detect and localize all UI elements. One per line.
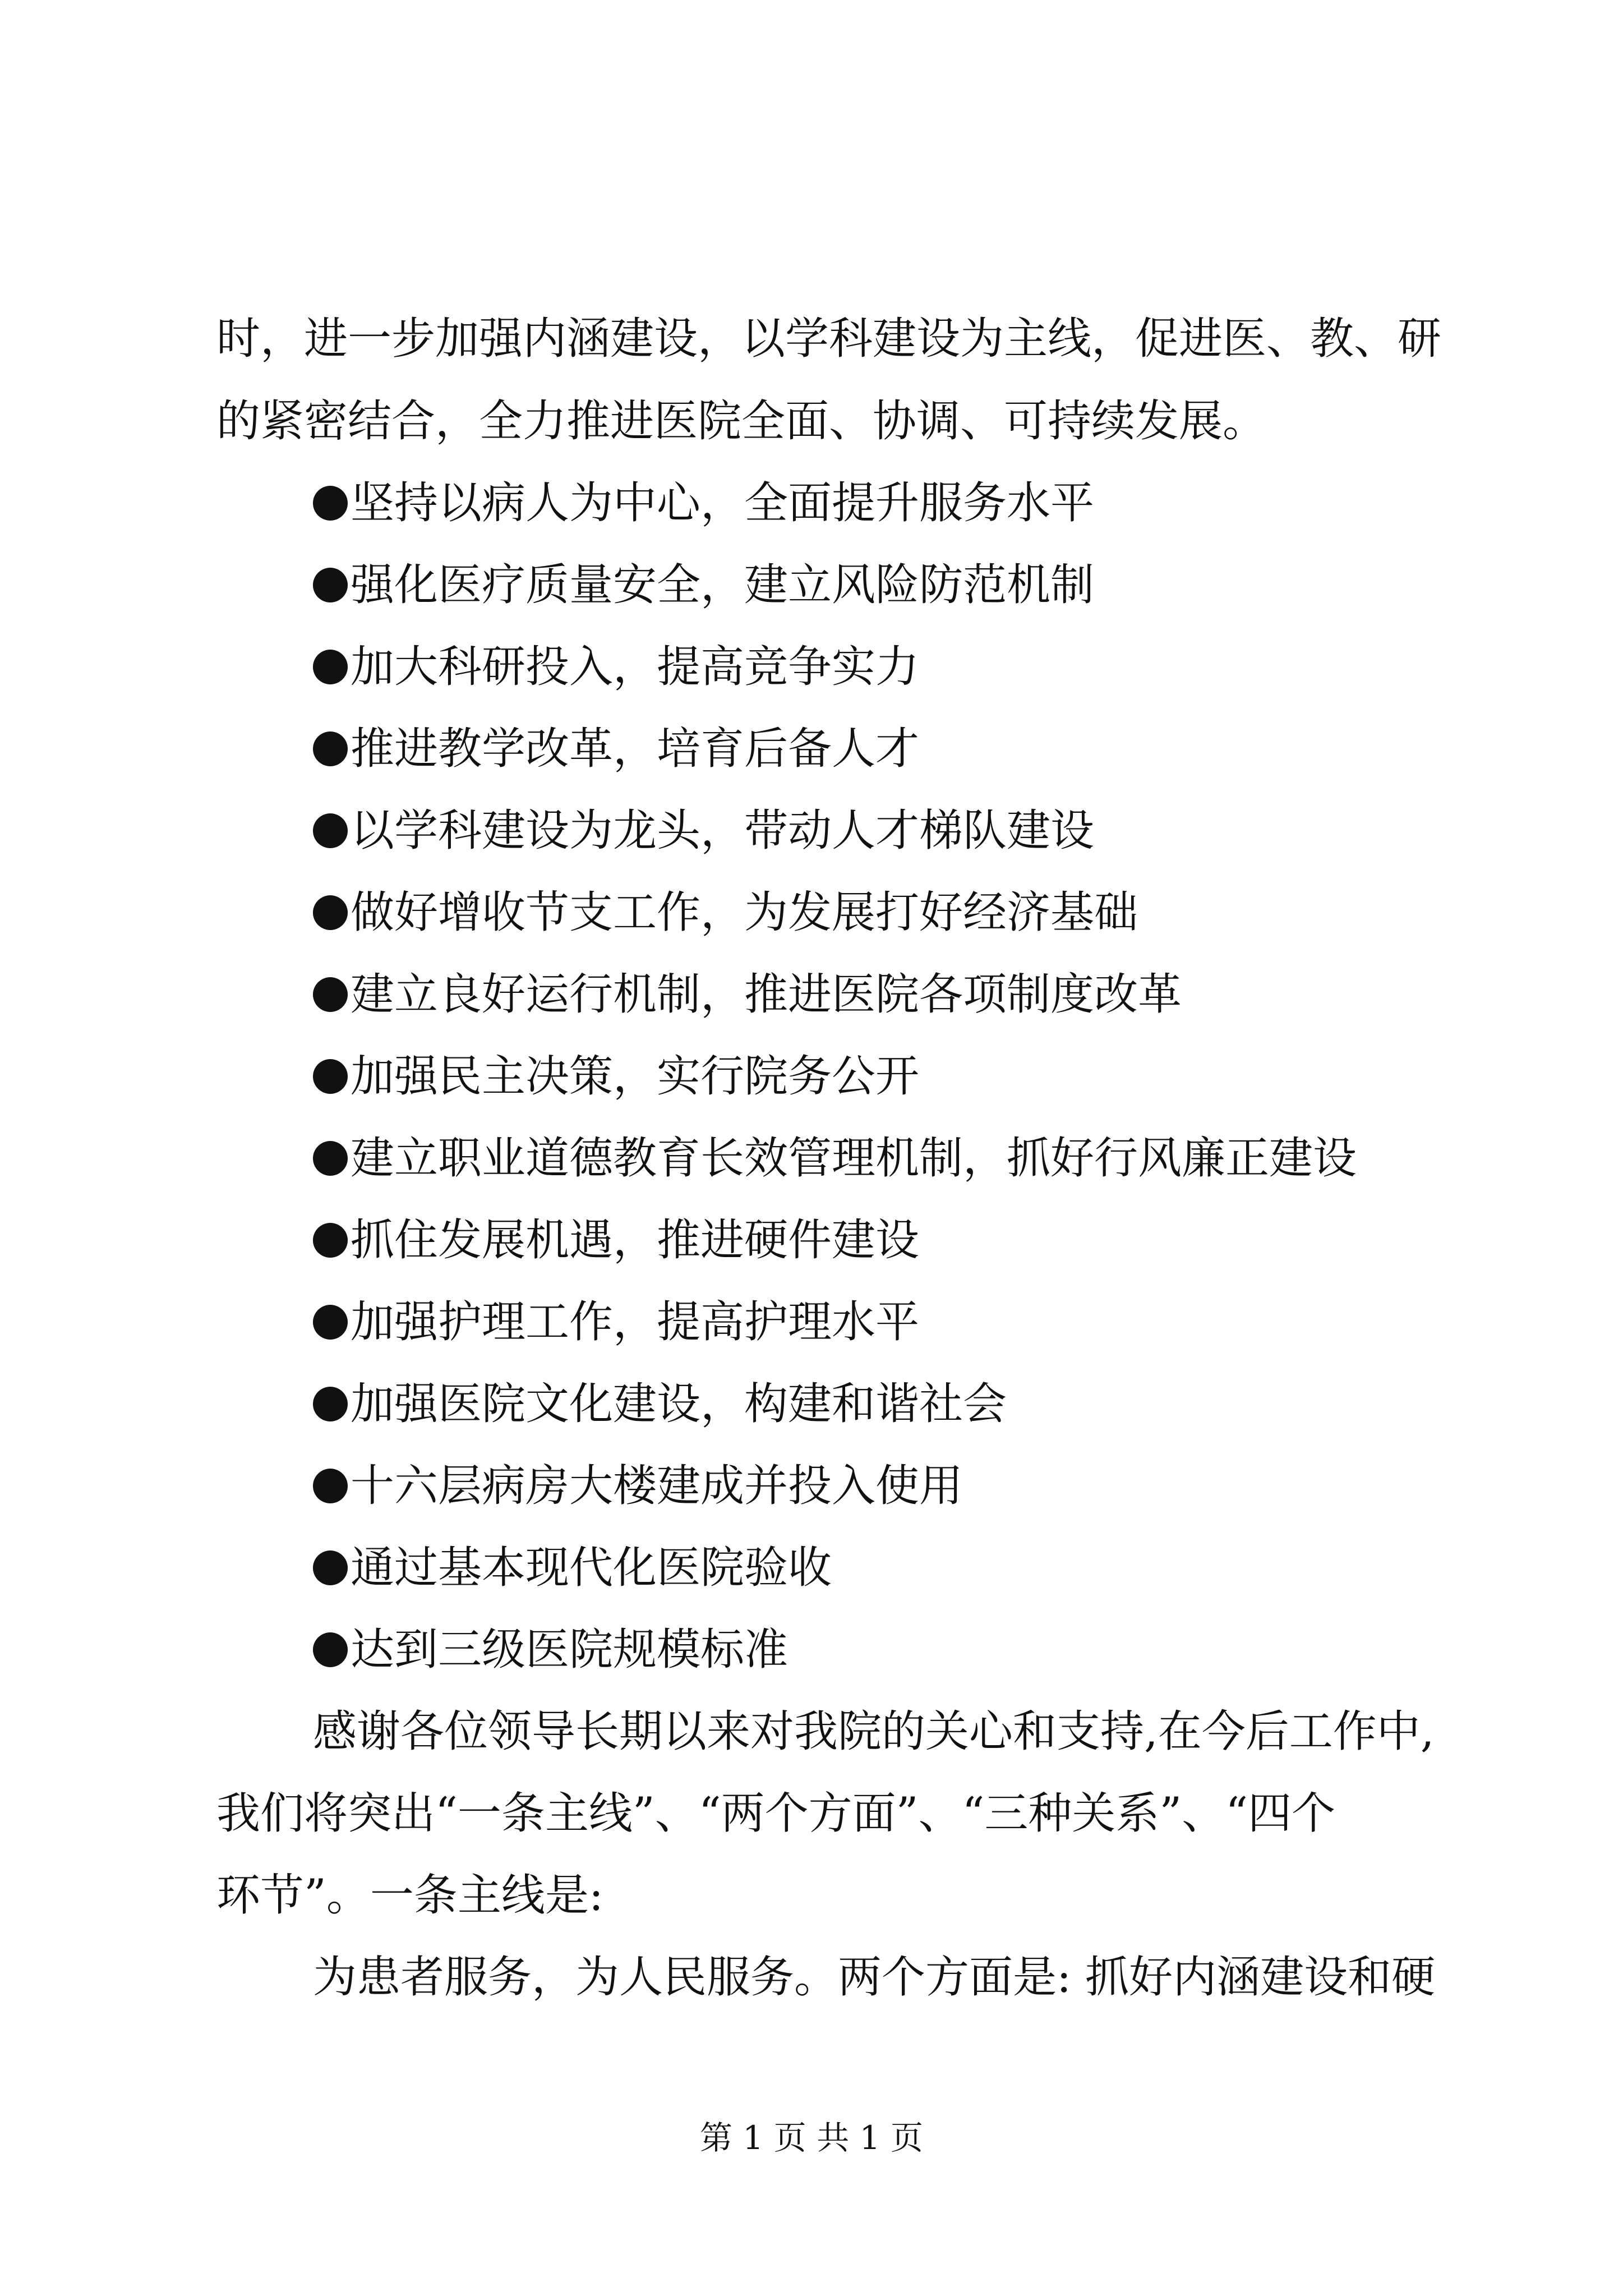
bullet-dot-icon [313,650,348,684]
body-line-text: 时，进一步加强内涵建设，以学科建设为主线，促进医、教、研 [216,314,1442,364]
bullet-text: 强化医疗质量安全，建立风险防范机制 [351,560,1095,610]
bullet-text: 坚持以病人为中心，全面提升服务水平 [351,478,1095,528]
bullet-dot-icon [313,1059,348,1094]
body-line-text: 感谢各位领导长期以来对我院的关心和支持,在今后工作中, [313,1706,1435,1757]
bullet-text: 推进教学改革，培育后备人才 [351,724,920,774]
bullet-text: 加强医院文化建设，构建和谐社会 [351,1379,1007,1429]
bullet-dot-icon [313,1223,348,1258]
bullet-text: 加大科研投入，提高竞争实力 [351,642,920,692]
bullet-text: 做好增收节支工作，为发展打好经济基础 [351,887,1138,938]
body-line-text: 的紧密结合，全力推进医院全面、协调、可持续发展。 [216,396,1267,447]
body-line-text: 环节”。一条主线是: [216,1870,604,1921]
bullet-dot-icon [313,813,348,848]
bullet-text: 加强护理工作，提高护理水平 [351,1297,920,1347]
bullet-dot-icon [313,1469,348,1503]
bullet-dot-icon [313,1387,348,1421]
bullet-text: 加强民主决策，实行院务公开 [351,1051,920,1102]
bullet-text: 十六层病房大楼建成并投入使用 [351,1461,963,1511]
bullet-text: 抓住发展机遇，推进硬件建设 [351,1215,920,1266]
bullet-dot-icon [313,1141,348,1176]
page-number-footer: 第 1 页 共 1 页 [700,2119,923,2157]
bullet-dot-icon [313,1632,348,1667]
bullet-text: 建立良好运行机制，推进医院各项制度改革 [351,969,1182,1020]
body-line-text: 为患者服务，为人民服务。两个方面是: 抓好内涵建设和硬 [313,1952,1436,2003]
bullet-text: 达到三级医院规模标准 [351,1625,789,1675]
body-line-text: 我们将突出“一条主线”、“两个方面”、“三种关系”、“四个 [216,1788,1336,1839]
bullet-dot-icon [313,895,348,930]
bullet-dot-icon [313,731,348,766]
bullet-dot-icon [313,1305,348,1340]
bullet-dot-icon [313,1550,348,1585]
bullet-dot-icon [313,486,348,521]
bullet-text: 以学科建设为龙头，带动人才梯队建设 [351,806,1095,856]
bullet-text: 通过基本现代化医院验收 [351,1543,832,1593]
bullet-dot-icon [313,568,348,602]
bullet-text: 建立职业道德教育长效管理机制，抓好行风廉正建设 [351,1133,1357,1184]
bullet-dot-icon [313,977,348,1012]
